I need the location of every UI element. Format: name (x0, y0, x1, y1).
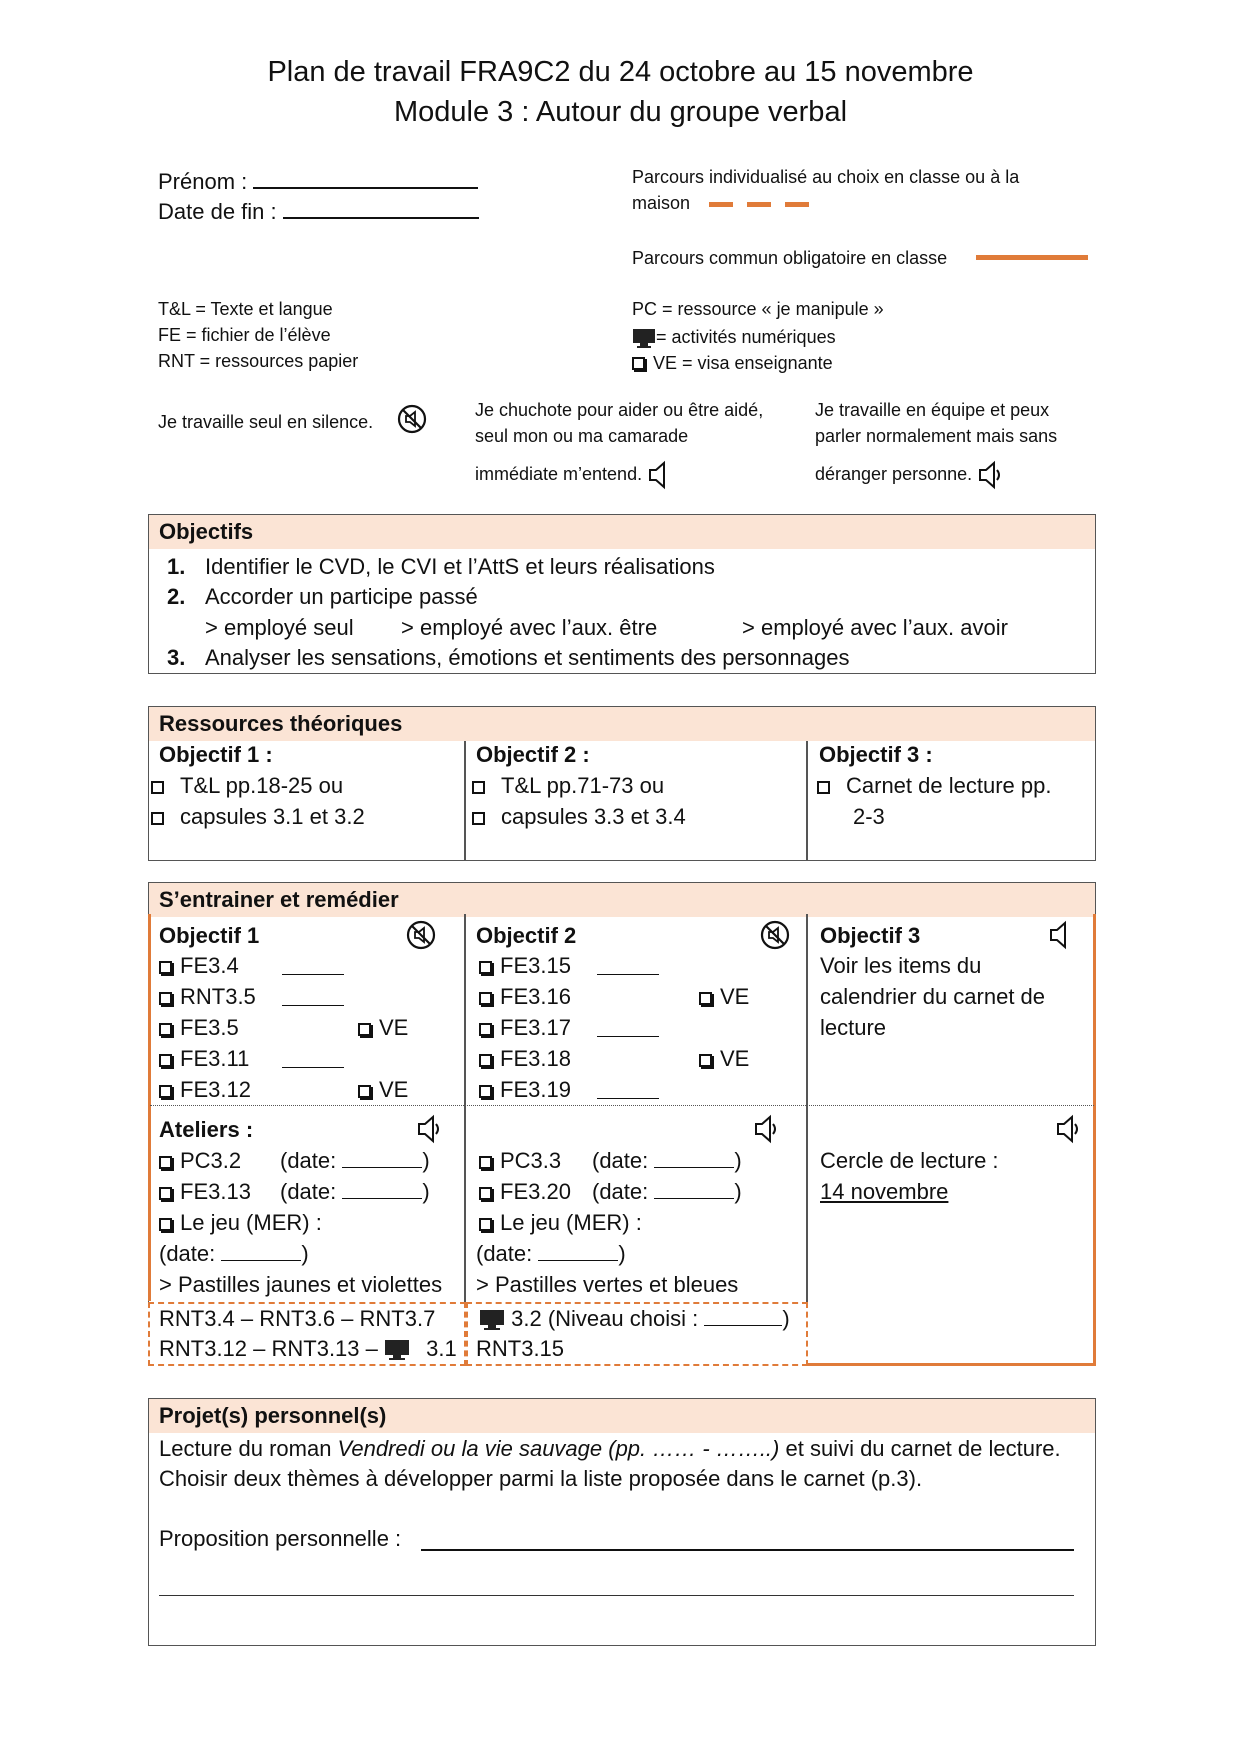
paren-close: ) (422, 1179, 430, 1204)
atelier-fe3-20[interactable] (479, 1177, 571, 1207)
objectif-2-num: 2. (167, 584, 186, 609)
ressources-obj2-title (476, 740, 590, 770)
ve-label: VE (720, 1046, 750, 1071)
whisper-speaker-icon (647, 460, 671, 490)
date-field[interactable] (592, 1177, 742, 1207)
date-fin-blank[interactable] (283, 195, 479, 219)
entrainer-obj3-l3: lecture (820, 1015, 887, 1040)
ressources-obj1-l2-text: capsules 3.1 et 3.2 (180, 804, 365, 829)
objectif-1-num: 1. (167, 554, 186, 579)
date-label: (date: (592, 1179, 649, 1204)
date-fin-label: Date de fin : (158, 199, 277, 224)
checkbox[interactable] (699, 1054, 712, 1067)
ve-checkbox[interactable] (699, 982, 749, 1012)
legend-ve (632, 350, 833, 376)
checkbox[interactable] (479, 961, 492, 974)
projet-heading: Projet(s) personnel(s) (149, 1399, 1095, 1433)
ressources-obj1-l2[interactable] (151, 802, 365, 832)
prenom-label: Prénom : (158, 169, 248, 194)
divider (806, 914, 808, 1366)
cercle-lecture: Cercle de lecture : (820, 1148, 999, 1173)
ressources-obj3-title (819, 740, 933, 770)
indiv-2-l2: RNT3.15 (476, 1336, 565, 1361)
objectifs-heading: Objectifs (149, 515, 1095, 549)
objectif-1-text: Identifier le CVD, le CVI et l’AttS et leurs réalisations (205, 554, 715, 579)
speaker-icon (416, 1114, 444, 1144)
atelier-fe3-20-label: FE3.20 (500, 1179, 571, 1204)
ve-label: VE (379, 1015, 409, 1040)
checkbox[interactable] (159, 1156, 172, 1169)
item-fe3-18-label: FE3.18 (500, 1046, 571, 1071)
ressources-obj3-l1-text: Carnet de lecture pp. (846, 773, 1052, 798)
objectif-2-text: Accorder un participe passé (205, 584, 478, 609)
item-fe3-11[interactable] (159, 1044, 249, 1074)
atelier-fe3-13-label: FE3.13 (180, 1179, 251, 1204)
chuchote-l3-text: immédiate m’entend. (475, 463, 643, 484)
ressources-box (148, 706, 1096, 861)
ve-label: VE (720, 984, 750, 1009)
indiv-1-l1: RNT3.4 – RNT3.6 – RNT3.7 (159, 1306, 436, 1331)
atelier-jeu-1[interactable] (159, 1208, 322, 1238)
ressources-obj1-title (159, 740, 273, 770)
item-fe3-18[interactable] (479, 1044, 571, 1074)
objectif-2-sub-2: > employé avec l’aux. être (401, 615, 658, 640)
checkbox[interactable] (159, 1187, 172, 1200)
indiv-1-l2-text: RNT3.12 – RNT3.13 – (159, 1336, 378, 1361)
entrainer-heading: S’entrainer et remédier (149, 883, 1095, 917)
item-fe3-5-label: FE3.5 (180, 1015, 239, 1040)
date-label: (date: (280, 1179, 337, 1204)
projet-l2: Choisir deux thèmes à développer parmi la liste proposée dans le carnet (p.3). (159, 1466, 923, 1491)
speaker-icon (753, 1114, 781, 1144)
checkbox[interactable] (472, 781, 485, 794)
checkbox[interactable] (817, 781, 830, 794)
objectif-3 (167, 642, 185, 673)
entrainer-obj2-title (476, 921, 576, 951)
ressources-obj2-l2-text: capsules 3.3 et 3.4 (501, 804, 686, 829)
blank-line[interactable] (342, 1180, 422, 1199)
legend-parcours-commun (632, 245, 947, 271)
item-fe3-12-label: FE3.12 (180, 1077, 251, 1102)
ve-checkbox[interactable] (699, 1044, 749, 1074)
checkbox[interactable] (479, 1218, 492, 1231)
item-fe3-19-label: FE3.19 (500, 1077, 571, 1102)
item-rnt3-5-label: RNT3.5 (180, 984, 256, 1009)
checkbox[interactable] (479, 1023, 492, 1036)
item-fe3-5[interactable] (159, 1013, 239, 1043)
paren-close: ) (734, 1148, 742, 1173)
cercle-lecture-date: 14 novembre (820, 1179, 949, 1204)
item-fe3-4[interactable] (159, 951, 239, 981)
objectif-3-text: Analyser les sensations, émotions et sentiments des personnages (205, 645, 850, 670)
entrainer-obj3-title (820, 921, 920, 951)
ve-label: VE (379, 1077, 409, 1102)
indiv-1-num: 3.1 (426, 1336, 457, 1361)
ateliers-title (159, 1115, 253, 1145)
paren-close: ) (734, 1179, 742, 1204)
legend-num (632, 324, 836, 350)
date-fin-field[interactable] (158, 195, 479, 227)
item-fe3-11-label: FE3.11 (180, 1046, 250, 1071)
blank-line[interactable] (654, 1149, 734, 1168)
entrainer-obj3-l1: Voir les items du (820, 953, 982, 978)
legend-fe: FE = fichier de l’élève (158, 325, 331, 345)
pastilles-1: > Pastilles jaunes et violettes (159, 1272, 443, 1297)
no-sound-icon (760, 920, 790, 950)
atelier-jeu-1-label: Le jeu (MER) : (180, 1210, 322, 1235)
atelier-jeu-2[interactable] (479, 1208, 642, 1238)
proposition-blank-2[interactable] (159, 1595, 1074, 1596)
chuchote-l1: Je chuchote pour aider ou être aidé, (475, 400, 764, 420)
entrainer-obj1-title-text: Objectif 1 (159, 923, 260, 948)
atelier-pc3-3-label: PC3.3 (500, 1148, 562, 1173)
page-title: Plan de travail FRA9C2 du 24 octobre au 15 novembre (267, 56, 974, 88)
checkbox[interactable] (479, 1085, 492, 1098)
entrainer-obj2-title-text: Objectif 2 (476, 923, 577, 948)
item-fe3-12[interactable] (159, 1075, 251, 1105)
ateliers-title-text: Ateliers : (159, 1117, 254, 1142)
ressources-heading: Ressources théoriques (149, 707, 1095, 741)
objectif-2 (167, 581, 185, 612)
equipe-l3 (815, 460, 1005, 490)
ressources-obj3-title-text: Objectif 3 : (819, 742, 933, 767)
objectif-2-sub-3: > employé avec l’aux. avoir (742, 615, 1008, 640)
divider (806, 741, 808, 861)
speaker-icon (977, 460, 1005, 490)
commun-left-border (148, 914, 151, 1301)
blank-line[interactable] (282, 956, 344, 975)
ressources-obj3-l2: 2-3 (853, 804, 885, 829)
silence-text: Je travaille seul en silence. (158, 412, 374, 432)
legend-parcours-indiv-text: Parcours individualisé au choix en classe ou à la maison (632, 167, 1020, 213)
checkbox[interactable] (159, 1054, 172, 1067)
checkbox[interactable] (479, 1156, 492, 1169)
blank-line[interactable] (282, 1049, 344, 1068)
atelier-pc3-2-label: PC3.2 (180, 1148, 242, 1173)
speaker-icon (1055, 1114, 1083, 1144)
date-field[interactable] (592, 1146, 742, 1176)
date-label: (date: (592, 1148, 649, 1173)
divider (464, 914, 466, 1366)
ressources-obj3-l1[interactable] (817, 771, 1051, 801)
item-fe3-15[interactable] (479, 951, 571, 981)
blank-line[interactable] (654, 1180, 734, 1199)
date-field[interactable] (476, 1239, 626, 1269)
blank-line[interactable] (597, 1018, 659, 1037)
checkbox[interactable] (159, 1023, 172, 1036)
item-fe3-4-label: FE3.4 (180, 953, 239, 978)
checkbox[interactable] (159, 992, 172, 1005)
date-label: (date: (159, 1241, 216, 1266)
blank-line[interactable] (282, 987, 344, 1006)
checkbox[interactable] (159, 961, 172, 974)
legend-ve-text: VE = visa enseignante (653, 353, 833, 373)
objectif-3-num: 3. (167, 645, 186, 670)
dashed-line-sample (747, 202, 771, 207)
checkbox[interactable] (159, 1085, 172, 1098)
entrainer-obj3-title-text: Objectif 3 (820, 923, 921, 948)
item-rnt3-5[interactable] (159, 982, 256, 1012)
indiv-2-l1-text: 3.2 (Niveau choisi : (511, 1306, 705, 1331)
blank-line[interactable] (597, 1080, 659, 1099)
ressources-obj2-title-text: Objectif 2 : (476, 742, 590, 767)
atelier-pc3-3[interactable] (479, 1146, 561, 1176)
checkbox[interactable] (472, 812, 485, 825)
checkbox[interactable] (479, 992, 492, 1005)
legend-rnt: RNT = ressources papier (158, 351, 359, 371)
no-sound-icon (406, 920, 436, 950)
equipe-l3-text: déranger personne. (815, 463, 973, 484)
date-field[interactable] (159, 1239, 309, 1269)
entrainer-obj1-title (159, 921, 259, 951)
equipe-l1: Je travaille en équipe et peux (815, 400, 1050, 420)
ve-checkbox[interactable] (358, 1075, 408, 1105)
paren-close: ) (618, 1241, 626, 1266)
ressources-obj2-l1[interactable] (472, 771, 664, 801)
ve-checkbox[interactable] (358, 1013, 408, 1043)
dashed-line-sample (709, 202, 733, 207)
date-field[interactable] (280, 1146, 430, 1176)
legend-parcours-indiv (632, 164, 1052, 216)
indiv-2-l1[interactable] (479, 1304, 790, 1334)
item-fe3-15-label: FE3.15 (500, 953, 571, 978)
indiv-1-l2 (159, 1334, 457, 1364)
ressources-obj2-l2[interactable] (472, 802, 686, 832)
objectifs-box (148, 514, 1096, 674)
ressources-obj1-l1-text: T&L pp.18-25 ou (180, 773, 344, 798)
blank-line[interactable] (538, 1242, 618, 1261)
legend-num-text: = activités numériques (656, 327, 836, 347)
date-label: (date: (476, 1241, 533, 1266)
commun-bottom-border (807, 1363, 1096, 1366)
item-fe3-16-label: FE3.16 (500, 984, 571, 1009)
legend-tl: T&L = Texte et langue (158, 299, 333, 319)
checkbox[interactable] (479, 1187, 492, 1200)
chuchote-l2: seul mon ou ma camarade (475, 426, 689, 446)
blank-line[interactable] (342, 1149, 422, 1168)
computer-icon (384, 1339, 410, 1361)
blank-line[interactable] (704, 1307, 782, 1326)
atelier-pc3-2[interactable] (159, 1146, 241, 1176)
legend-parcours-commun-text: Parcours commun obligatoire en classe (632, 248, 948, 268)
solid-line-sample (976, 255, 1088, 260)
checkbox[interactable] (358, 1085, 371, 1098)
item-fe3-17-label: FE3.17 (500, 1015, 571, 1040)
proposition-label: Proposition personnelle : (159, 1526, 402, 1551)
checkbox[interactable] (151, 781, 164, 794)
blank-line[interactable] (597, 956, 659, 975)
checkbox[interactable] (159, 1218, 172, 1231)
proposition-blank[interactable] (421, 1549, 1074, 1551)
date-field[interactable] (280, 1177, 430, 1207)
prenom-field[interactable] (158, 165, 478, 197)
whisper-speaker-icon (1048, 920, 1072, 950)
projet-l1-a: Lecture du roman (159, 1436, 338, 1461)
pastilles-2: > Pastilles vertes et bleues (476, 1272, 739, 1297)
objectif-1 (167, 551, 185, 582)
computer-icon (479, 1309, 505, 1331)
ressources-obj1-l1[interactable] (151, 771, 343, 801)
page-subtitle: Module 3 : Autour du groupe verbal (393, 96, 848, 128)
checkbox[interactable] (358, 1023, 371, 1036)
atelier-fe3-13[interactable] (159, 1177, 251, 1207)
checkbox-icon (632, 357, 645, 370)
legend-pc: PC = ressource « je manipule » (632, 299, 884, 319)
blank-line[interactable] (221, 1242, 301, 1261)
dashed-line-sample (785, 202, 809, 207)
projet-box (148, 1398, 1096, 1646)
commun-right-border (1093, 914, 1096, 1365)
atelier-jeu-2-label: Le jeu (MER) : (500, 1210, 642, 1235)
projet-l1-title: Vendredi ou la vie sauvage (pp. …… - ……..) (337, 1436, 780, 1461)
paren-close: ) (301, 1241, 309, 1266)
projet-l1-c: et suivi du carnet de lecture. (779, 1436, 1061, 1461)
entrainer-obj3-l2: calendrier du carnet de (820, 984, 1046, 1009)
item-fe3-17[interactable] (479, 1013, 571, 1043)
objectif-2-sub-1: > employé seul (205, 615, 354, 640)
prenom-blank[interactable] (253, 165, 478, 189)
dotted-divider (150, 1105, 1094, 1106)
paren-close: ) (422, 1148, 430, 1173)
ressources-obj2-l1-text: T&L pp.71-73 ou (501, 773, 665, 798)
paren-close: ) (782, 1306, 790, 1331)
checkbox[interactable] (699, 992, 712, 1005)
date-label: (date: (280, 1148, 337, 1173)
item-fe3-19[interactable] (479, 1075, 571, 1105)
no-sound-icon (397, 404, 427, 434)
computer-icon (632, 328, 656, 348)
projet-l1 (159, 1433, 1061, 1464)
chuchote-l3 (475, 460, 671, 490)
divider (464, 741, 466, 861)
checkbox[interactable] (479, 1054, 492, 1067)
ressources-obj1-title-text: Objectif 1 : (159, 742, 273, 767)
checkbox[interactable] (151, 812, 164, 825)
item-fe3-16[interactable] (479, 982, 571, 1012)
equipe-l2: parler normalement mais sans (815, 426, 1058, 446)
